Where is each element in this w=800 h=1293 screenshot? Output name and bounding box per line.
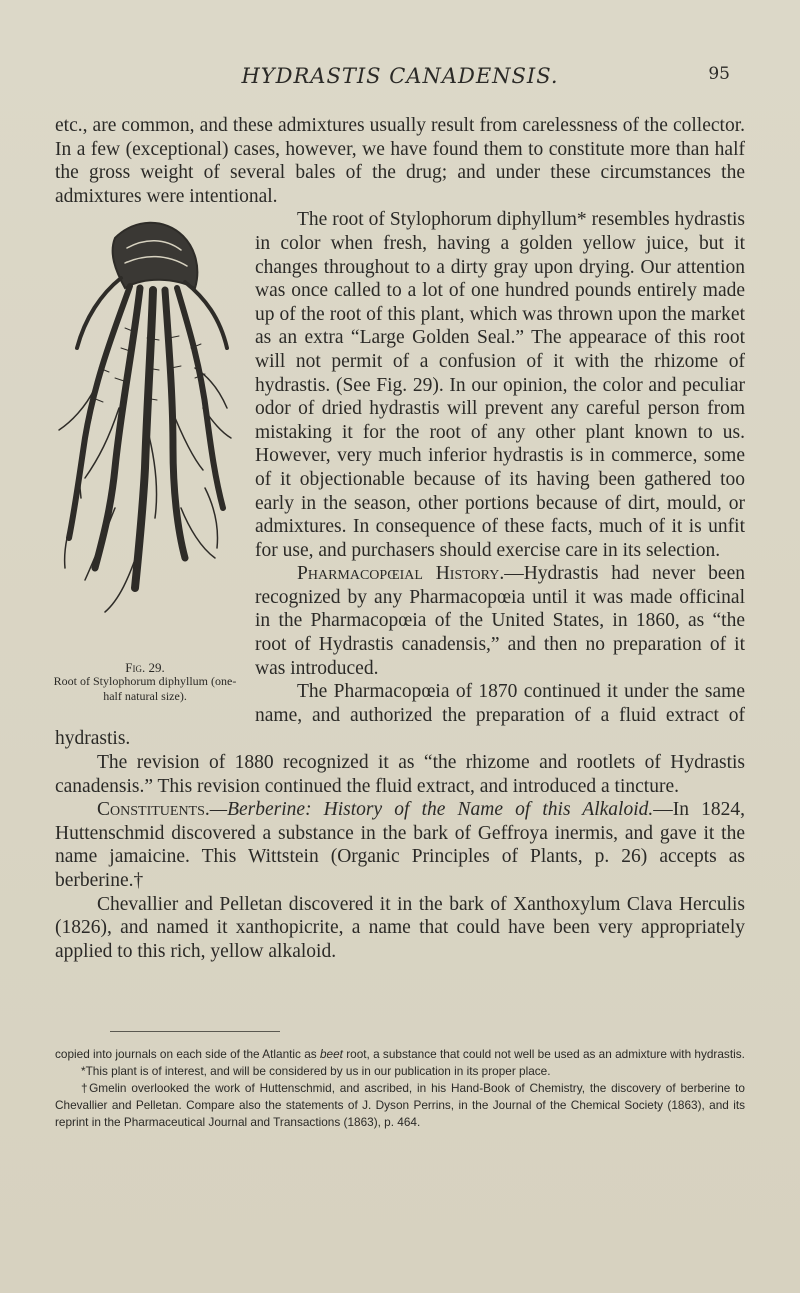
paragraph-5: The revision of 1880 recognized it as “the rhizome and rootlets of Hydrastis canadensis.” This revision continued the fluid extract, and introduced a tincture. — [55, 752, 745, 797]
paragraph-4: The Pharmacopœia of 1870 continued it under the same name, and authorized the preparation of a fluid extract of hydrastis. — [55, 681, 745, 750]
running-title: HYDRASTIS CANADENSIS. — [241, 64, 559, 88]
footnote-continued — [55, 1046, 745, 1063]
footnote-dagger: †Gmelin overlooked the work of Huttenschmid, and ascribed, in his Hand-Book of Chemistry, the discovery of berberine to Chevallier and Pelletan. Compare also the statements of J. Dyson Perrins, in the Journal of the Chemical Society (1863), and its reprint in the Pharmaceutical Journal and Transactions (1863), p. 464. — [55, 1081, 745, 1129]
paragraph-6-text: —In 1824, Huttenschmid discovered a substance in the bark of Geffroya inermis, and gave it the name jamaicine. This Wittstein (Organic Principles of Plants, p. 26) accepts as berberine.† — [55, 799, 745, 891]
figure-label: Fig. 29. — [125, 660, 165, 676]
body-text — [55, 114, 745, 963]
footnote-1-text: copied into journals on each side of the Atlantic as — [55, 1047, 320, 1061]
paragraph-2: The root of Stylophorum diphyllum* resembles hydrastis in color when fresh, having a golden yellow juice, but it changes throughout to a dirty gray upon drying. Our attention was once called to a lot of one hundred pounds entirely made up of the root of this plant, which was thrown upon the market as an extra “Large Golden Seal.” The appearace of this root will not permit of a confusion of it with the rhizome of hydrastis. (See Fig. 29). In our opinion, the color and peculiar odor of dried hydrastis will prevent any careful person from mistaking it for the root of any other plant known to us. However, very much inferior hydrastis is in commerce, some of it objectionable because of its having been gathered too early in the season, other portions because of dirt, mould, or admixtures. In consequence of these facts, much of it is unfit for use, and purchasers should exercise care in its selection. — [255, 209, 745, 561]
paragraph-3-text: —Hydrastis had never been recognized by any Pharmacopœia until it was made officinal in the Pharmacopœia of the United States, in 1860, as “the root of Hydrastis canadensis,” and then no preparation of it was introduced. — [255, 563, 745, 679]
figure-caption: Root of Stylophorum diphyllum (one-half natural size). — [53, 674, 237, 704]
page-number: 95 — [708, 64, 730, 84]
running-header — [0, 64, 800, 94]
footnote-asterisk: *This plant is of interest, and will be considered by us in our publication in its proper place. — [81, 1064, 551, 1078]
subheading-berberine: —Berberine: History of the Name of this Alkaloid. — [209, 799, 654, 821]
paragraph-7: Chevallier and Pelletan discovered it in the bark of Xanthoxylum Clava Herculis (1826), and named it xanthopicrite, a name that could have been very appropriately applied to this rich, yellow alkaloid. — [55, 893, 745, 962]
footnote-rule — [110, 1031, 280, 1032]
paragraph-6 — [55, 798, 745, 892]
section-heading-history: Pharmacopœial History. — [297, 563, 505, 585]
footnote-1-italic: beet — [319, 1047, 343, 1061]
paragraph-1: etc., are common, and these admixtures usually result from carelessness of the collector. In a few (exceptional) cases, however, we have found them to constitute more than half the gross weight of several bales of the drug; and under these circumstances the admixtures were intentional. — [55, 115, 745, 207]
footnotes — [55, 1046, 745, 1131]
root-illustration — [55, 208, 235, 648]
figure-29 — [45, 208, 245, 720]
section-heading-constituents: Constituents. — [97, 799, 210, 821]
footnote-1-text-end: root, a substance that could not well be used as an admixture with hydrastis. — [342, 1047, 745, 1061]
